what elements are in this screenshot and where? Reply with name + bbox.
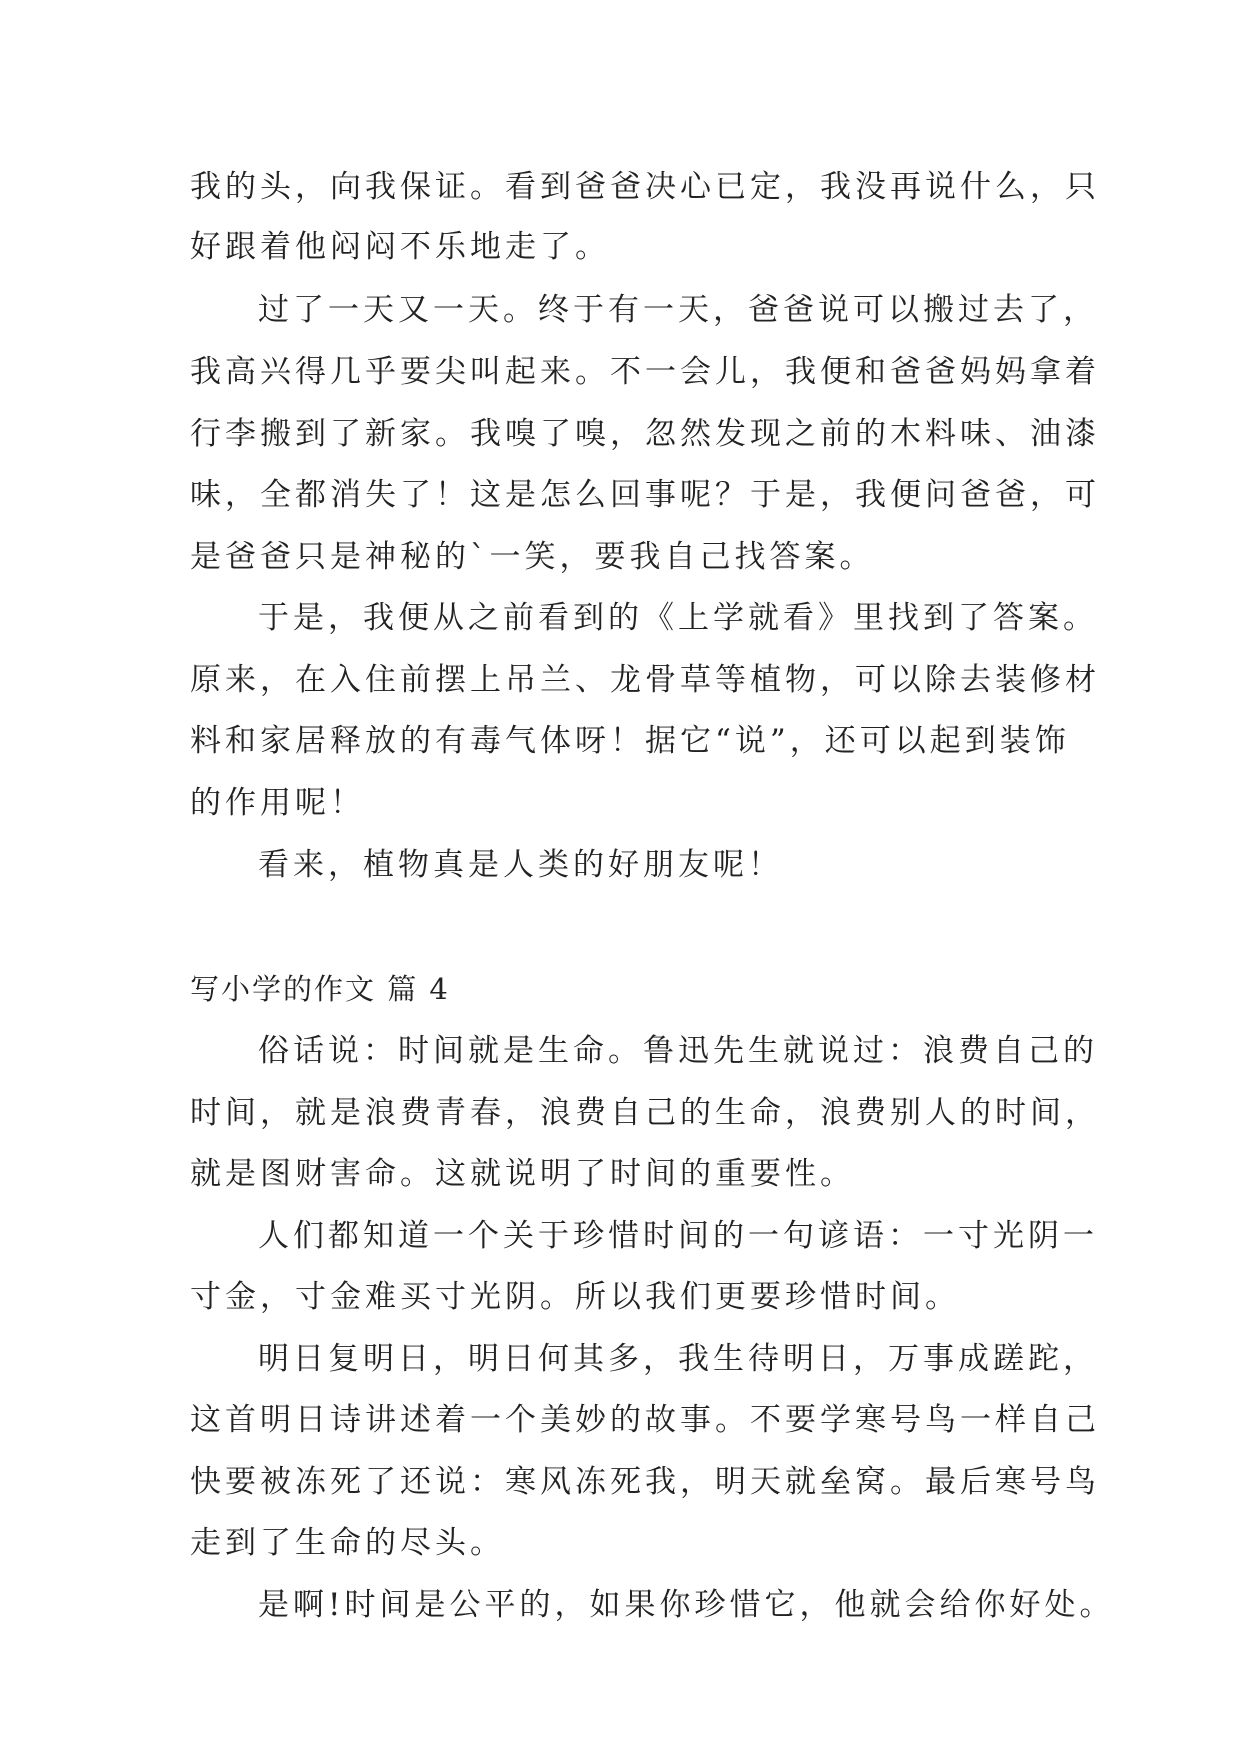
text-line: 寸金，寸金难买寸光阴。所以我们更要珍惜时间。 <box>190 1279 960 1315</box>
text-line: 看来，植物真是人类的好朋友呢！ <box>258 847 783 883</box>
text-line: 时间，就是浪费青春，浪费自己的生命，浪费别人的时间， <box>190 1095 1100 1131</box>
text-line: 好跟着他闷闷不乐地走了。 <box>190 229 610 265</box>
text-line: 走到了生命的尽头。 <box>190 1525 505 1561</box>
text-line: 人们都知道一个关于珍惜时间的一句谚语：一寸光阴一 <box>258 1218 1098 1254</box>
text-line: 快要被冻死了还说：寒风冻死我，明天就垒窝。最后寒号鸟 <box>190 1464 1100 1500</box>
text-line: 料和家居释放的有毒气体呀！据它“说”，还可以起到装饰 <box>190 723 1070 759</box>
text-line: 这首明日诗讲述着一个美妙的故事。不要学寒号鸟一样自己 <box>190 1402 1100 1438</box>
text-line: 原来，在入住前摆上吊兰、龙骨草等植物，可以除去装修材 <box>190 662 1100 698</box>
text-line: 于是，我便从之前看到的《上学就看》里找到了答案。 <box>258 600 1098 636</box>
text-line: 就是图财害命。这就说明了时间的重要性。 <box>190 1156 855 1192</box>
section-heading: 写小学的作文 篇 4 <box>190 972 450 1006</box>
text-line: 味，全都消失了！这是怎么回事呢？于是，我便问爸爸，可 <box>190 477 1100 513</box>
text-line: 我高兴得几乎要尖叫起来。不一会儿，我便和爸爸妈妈拿着 <box>190 354 1100 390</box>
text-line: 我的头，向我保证。看到爸爸决心已定，我没再说什么，只 <box>190 169 1100 205</box>
text-line: 俗话说：时间就是生命。鲁迅先生就说过：浪费自己的 <box>258 1033 1098 1069</box>
text-line: 的作用呢！ <box>190 785 365 821</box>
text-line: 行李搬到了新家。我嗅了嗅，忽然发现之前的木料味、油漆 <box>190 416 1100 452</box>
text-line: 是爸爸只是神秘的`一笑，要我自己找答案。 <box>190 539 875 575</box>
text-line: 明日复明日，明日何其多，我生待明日，万事成蹉跎， <box>258 1341 1098 1377</box>
text-line: 是啊!时间是公平的，如果你珍惜它，他就会给你好处。 <box>258 1587 1115 1623</box>
text-line: 过了一天又一天。终于有一天，爸爸说可以搬过去了， <box>258 292 1098 328</box>
